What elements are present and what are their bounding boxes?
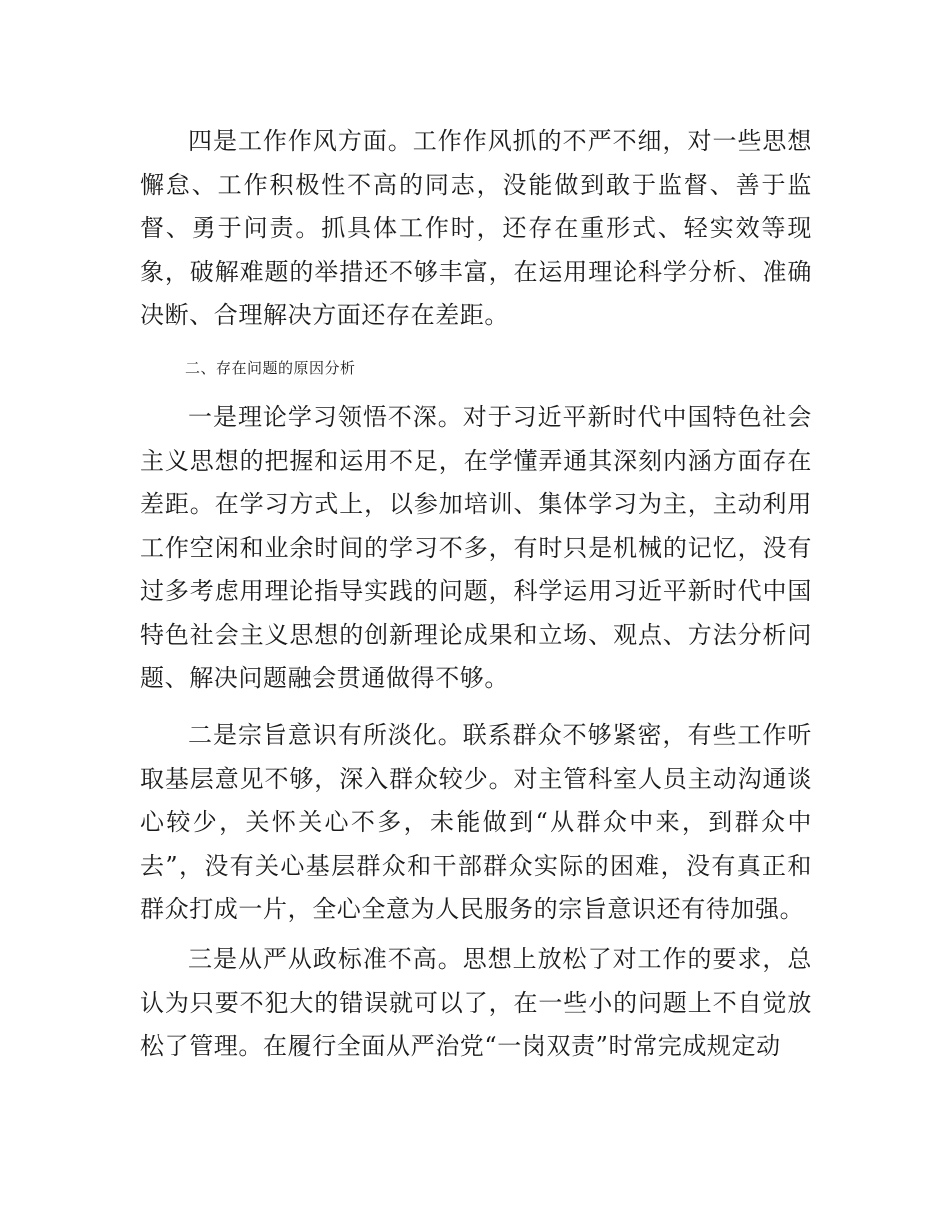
paragraph-work-style: 四是工作作风方面。工作作风抓的不严不细，对一些思想懈怠、工作积极性不高的同志，没能做到敢于监督、善于监督、勇于问责。抓具体工作时，还存在重形式、轻实效等现象，破解难题的举措还不够丰富，在运用理论科学分析、准确决断、合理解决方面还存在差距。 [140, 127, 812, 329]
paragraph-purpose-awareness: 二是宗旨意识有所淡化。联系群众不够紧密，有些工作听取基层意见不够，深入群众较少。对主管科室人员主动沟通谈心较少，关怀关心不多，未能做到“从群众中来，到群众中去”，没有关心基层群众和干部群众实际的困难，没有真正和群众打成一片，全心全意为人民服务的宗旨意识还有待加强。 [140, 721, 812, 923]
paragraph-strict-standards: 三是从严从政标准不高。思想上放松了对工作的要求，总认为只要不犯大的错误就可以了，在一些小的问题上不自觉放松了管理。在履行全面从严治党“一岗双责”时常完成规定动 [140, 945, 812, 1060]
section-heading-cause-analysis: 二、存在问题的原因分析 [185, 359, 356, 377]
paragraph-theory-study: 一是理论学习领悟不深。对于习近平新时代中国特色社会主义思想的把握和运用不足，在学懂弄通其深刻内涵方面存在差距。在学习方式上，以参加培训、集体学习为主，主动利用工作空闲和业余时间的学习不多，有时只是机械的记忆，没有过多考虑用理论指导实践的问题，科学运用习近平新时代中国特色社会主义思想的创新理论成果和立场、观点、方法分析问题、解决问题融会贯通做得不够。 [140, 403, 812, 692]
